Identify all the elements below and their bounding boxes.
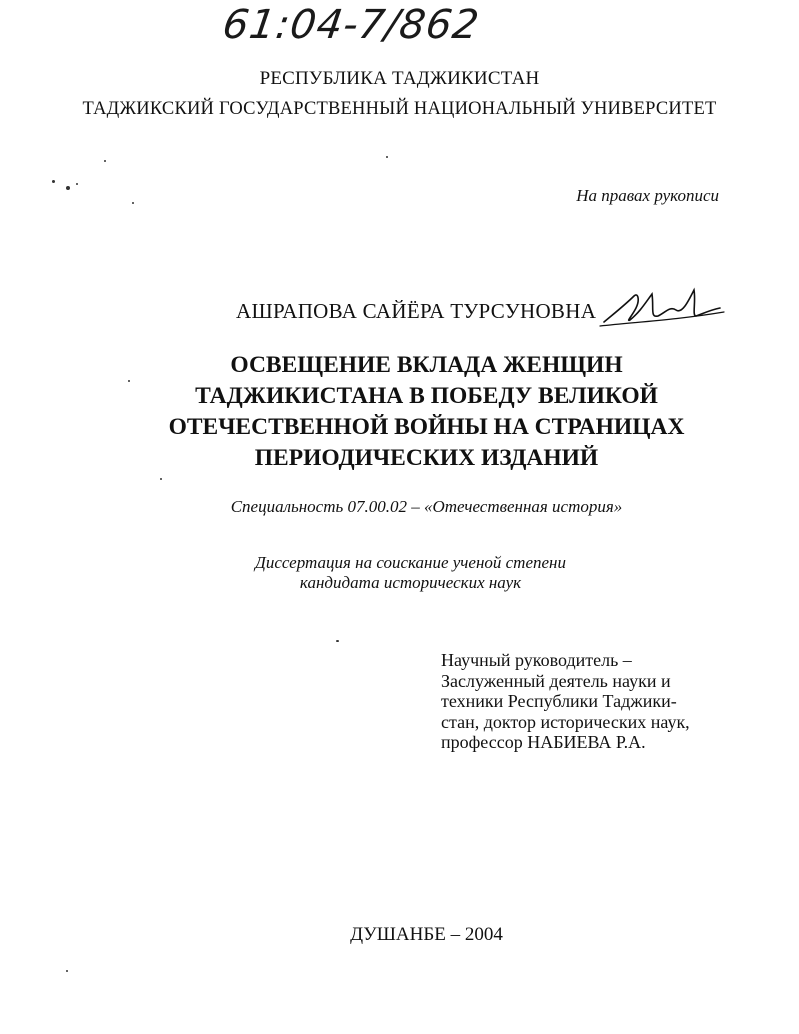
dissertation-title <box>0 350 799 474</box>
degree-line: кандидата исторических наук <box>299 573 522 592</box>
header-country: РЕСПУБЛИКА ТАДЖИКИСТАН <box>259 68 540 89</box>
supervisor-block <box>441 650 690 753</box>
city-year: ДУШАНБЕ – 2004 <box>350 924 503 945</box>
author-name: АШРАПОВА САЙЁРА ТУРСУНОВНА <box>236 299 597 323</box>
title-line: ОТЕЧЕСТВЕННОЙ ВОЙНЫ НА СТРАНИЦАХ <box>168 414 685 440</box>
scan-speck <box>104 160 106 162</box>
title-line: ТАДЖИКИСТАНА В ПОБЕДУ ВЕЛИКОЙ <box>195 383 658 409</box>
supervisor-line: техники Республики Таджики- <box>441 691 677 711</box>
scan-speck <box>76 183 78 185</box>
scan-speck <box>66 186 70 190</box>
dissertation-degree <box>0 553 799 593</box>
supervisor-line: Научный руководитель – <box>441 650 632 670</box>
archive-code-handwritten: 61:04-7/862 <box>219 2 483 48</box>
scan-speck <box>128 380 130 382</box>
supervisor-line: Заслуженный деятель науки и <box>441 670 671 691</box>
rights-note: На правах рукописи <box>576 186 719 205</box>
scan-speck <box>66 970 68 972</box>
specialty: Специальность 07.00.02 – «Отечественная история» <box>230 497 623 516</box>
supervisor-line: профессор НАБИЕВА Р.А. <box>441 732 646 752</box>
scan-speck <box>52 180 55 183</box>
title-line: ОСВЕЩЕНИЕ ВКЛАДА ЖЕНЩИН <box>230 352 623 378</box>
scan-speck <box>386 156 388 158</box>
signature-icon <box>596 282 726 332</box>
scan-speck <box>132 202 134 204</box>
degree-line: Диссертация на соискание ученой степени <box>255 553 566 572</box>
supervisor-line: стан, доктор исторических наук, <box>441 711 690 732</box>
scan-speck <box>336 640 339 642</box>
scan-speck <box>160 478 162 480</box>
header-university: ТАДЖИКСКИЙ ГОСУДАРСТВЕННЫЙ НАЦИОНАЛЬНЫЙ УНИВЕРСИТЕТ <box>82 99 717 119</box>
title-line: ПЕРИОДИЧЕСКИХ ИЗДАНИЙ <box>254 445 599 471</box>
